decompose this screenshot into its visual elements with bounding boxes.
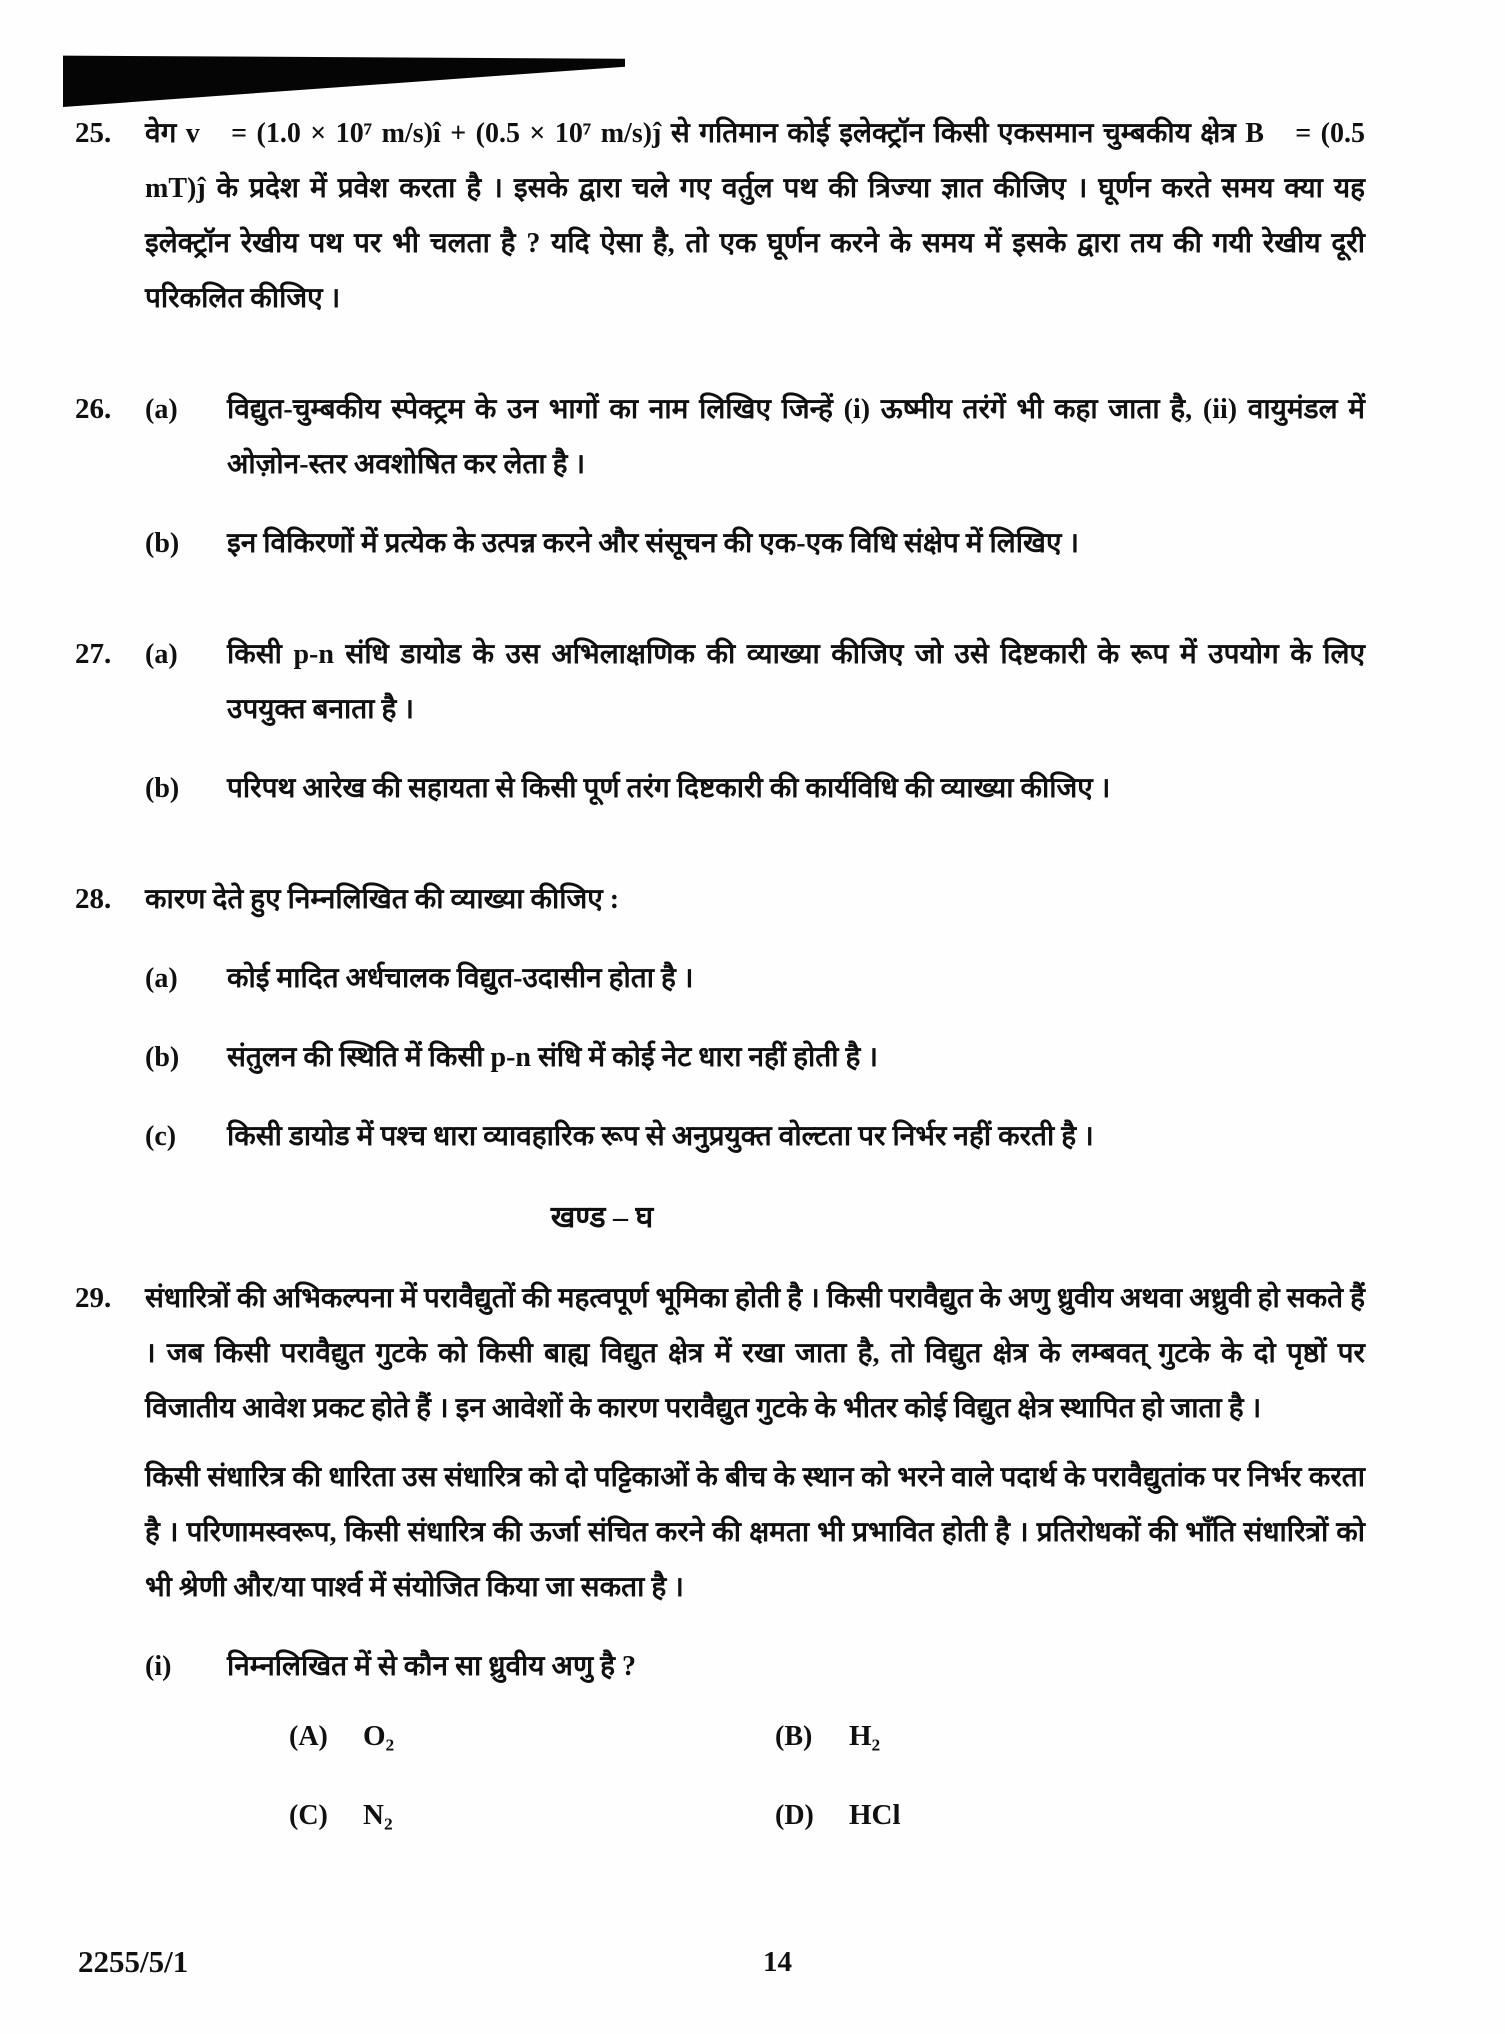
question-number: 26. bbox=[75, 393, 112, 425]
mcq-option-a bbox=[289, 1712, 775, 1761]
question-paragraph: किसी संधारित्र की धारिता उस संधारित्र को दो पट्टिकाओं के बीच के स्थान को भरने वाले पदार्थ के परावैद्युतांक पर निर्भर करता है । परिणामस्वरूप, किसी संधारित्र की ऊर्जा संचित करने की क्षमता भी प्रभावित होती है । प्रतिरोधकों की भाँति संधारित्रों को भी श्रेणी और/या पार्श्व में संयोजित किया जा सकता है । bbox=[145, 1462, 1365, 1603]
part-label: (c) bbox=[145, 1121, 177, 1152]
question-29 bbox=[75, 1271, 1365, 1840]
question-part bbox=[145, 627, 1365, 737]
part-label: (a) bbox=[145, 394, 178, 425]
mcq-option-c bbox=[289, 1791, 775, 1840]
question-25 bbox=[75, 106, 1365, 326]
mcq-option-b bbox=[775, 1712, 1365, 1761]
question-paragraph: संधारित्रों की अभिकल्पना में परावैद्युतों की महत्वपूर्ण भूमिका होती है । किसी परावैद्युत के अणु ध्रुवीय अथवा अध्रुवी हो सकते हैं । जब किसी परावैद्युत गुटके को किसी बाह्य विद्युत क्षेत्र में रखा जाता है, तो विद्युत क्षेत्र के लम्बवत् गुटके के दो पृष्ठों पर विजातीय आवेश प्रकट होते हैं । इन आवेशों के कारण परावैद्युत गुटके के भीतर कोई विद्युत क्षेत्र स्थापित हो जाता है । bbox=[145, 1283, 1365, 1424]
part-text: कोई मादित अर्धचालक विद्युत-उदासीन होता है । bbox=[227, 963, 694, 994]
part-label: (a) bbox=[145, 963, 178, 994]
part-label: (b) bbox=[145, 1042, 180, 1073]
part-label: (b) bbox=[145, 773, 180, 804]
sub-question-label: (i) bbox=[145, 1651, 172, 1682]
scan-redaction-mark bbox=[63, 54, 625, 107]
question-part bbox=[145, 1030, 1365, 1085]
question-28 bbox=[75, 872, 1365, 1164]
question-27 bbox=[75, 627, 1365, 816]
option-value: N₂ bbox=[363, 1799, 393, 1831]
footer-page-number: 14 bbox=[763, 1946, 792, 1978]
option-value: H₂ bbox=[849, 1720, 881, 1752]
part-text: विद्युत-चुम्बकीय स्पेक्ट्रम के उन भागों का नाम लिखिए जिन्हें (i) ऊष्मीय तरंगें भी कहा जाता है, (ii) वायुमंडल में ओज़ोन-स्तर अवशोषित कर लेता है । bbox=[227, 394, 1365, 480]
question-part bbox=[145, 382, 1365, 492]
part-text: परिपथ आरेख की सहायता से किसी पूर्ण तरंग दिष्टकारी की कार्यविधि की व्याख्या कीजिए । bbox=[227, 773, 1111, 804]
option-label: (D) bbox=[775, 1800, 814, 1831]
part-text: इन विकिरणों में प्रत्येक के उत्पन्न करने और संसूचन की एक-एक विधि संक्षेप में लिखिए । bbox=[227, 528, 1080, 559]
part-text: किसी p-n संधि डायोड के उस अभिलाक्षणिक की व्याख्या कीजिए जो उसे दिष्टकारी के रूप में उपयोग के लिए उपयुक्त बनाता है । bbox=[227, 639, 1365, 725]
mcq-option-d bbox=[775, 1791, 1365, 1840]
question-part bbox=[145, 516, 1365, 571]
question-number: 29. bbox=[75, 1282, 112, 1314]
question-number: 28. bbox=[75, 883, 112, 915]
part-text: किसी डायोड में पश्च धारा व्यावहारिक रूप से अनुप्रयुक्त वोल्टता पर निर्भर नहीं करती है । bbox=[227, 1121, 1094, 1152]
question-26 bbox=[75, 382, 1365, 571]
question-text: वेग v⃗ = (1.0 × 10⁷ m/s)î + (0.5 × 10⁷ m/s)ĵ से गतिमान कोई इलेक्ट्रॉन किसी एकसमान चुम्बकीय क्षेत्र B⃗ = (0.5 mT)ĵ के प्रदेश में प्रवेश करता है । इसके द्वारा चले गए वर्तुल पथ की त्रिज्या ज्ञात कीजिए । घूर्णन करते समय क्या यह इलेक्ट्रॉन रेखीय पथ पर भी चलता है ? यदि ऐसा है, तो एक घूर्णन करने के समय में इसके द्वारा तय की गयी रेखीय दूरी परिकलित कीजिए । bbox=[145, 118, 1365, 314]
part-label: (a) bbox=[145, 639, 178, 670]
sub-question-text: निम्नलिखित में से कौन सा ध्रुवीय अणु है ? bbox=[227, 1651, 637, 1682]
option-value: HCl bbox=[849, 1799, 901, 1831]
question-part bbox=[145, 761, 1365, 816]
page-content bbox=[75, 106, 1365, 1840]
question-intro-text: कारण देते हुए निम्नलिखित की व्याख्या कीजिए : bbox=[145, 884, 620, 915]
question-number: 27. bbox=[75, 638, 112, 670]
option-label: (A) bbox=[289, 1721, 328, 1752]
part-label: (b) bbox=[145, 528, 180, 559]
option-value: O₂ bbox=[363, 1720, 395, 1752]
part-text: संतुलन की स्थिति में किसी p-n संधि में कोई नेट धारा नहीं होती है । bbox=[227, 1042, 878, 1073]
question-number: 25. bbox=[75, 117, 112, 149]
question-part bbox=[145, 1109, 1365, 1164]
mcq-options bbox=[289, 1712, 1365, 1840]
section-heading: खण्ड – घ bbox=[550, 1201, 654, 1234]
question-part bbox=[145, 951, 1365, 1006]
footer-paper-code: 2255/5/1 bbox=[78, 1944, 189, 1979]
option-label: (C) bbox=[289, 1800, 328, 1831]
sub-question bbox=[145, 1639, 1365, 1840]
option-label: (B) bbox=[775, 1721, 813, 1752]
